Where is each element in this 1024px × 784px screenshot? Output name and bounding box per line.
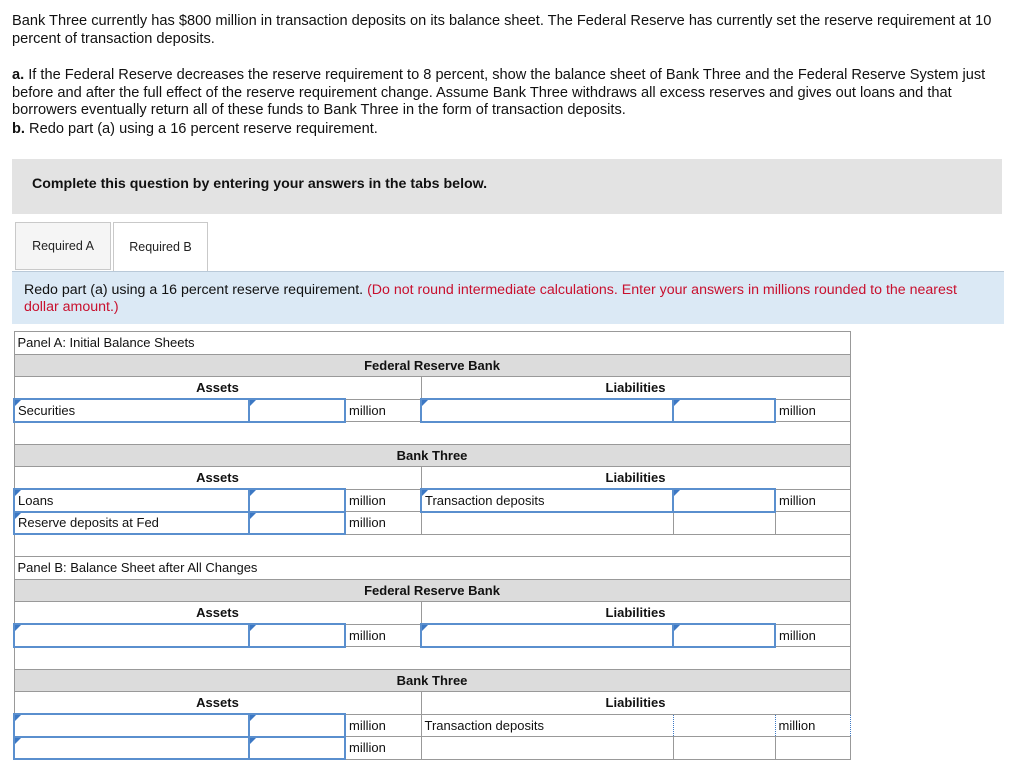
fed-after-liability-input[interactable] (673, 624, 775, 647)
unit-label: million (775, 714, 850, 737)
panel-a-title: Panel A: Initial Balance Sheets (14, 332, 850, 355)
fed-initial-row (14, 399, 850, 422)
panel-b-title-row (14, 557, 850, 580)
unit-label: million (775, 624, 850, 647)
panel-a-title-row (14, 332, 850, 355)
question-part-b: b. Redo part (a) using a 16 percent reserve requirement. (12, 121, 378, 137)
bank-after-row-2 (14, 737, 850, 760)
tab-required-a[interactable]: Required A (15, 222, 111, 270)
transaction-deposits-label: Transaction deposits (421, 714, 673, 737)
unit-label: million (775, 489, 850, 512)
bank-initial-loans-row (14, 489, 850, 512)
panel-b-title: Panel B: Balance Sheet after All Changes (14, 557, 850, 580)
balance-sheet-table (13, 331, 851, 760)
fed-after-asset-label-input[interactable] (14, 624, 249, 647)
bank-after-deposits-input[interactable] (673, 714, 775, 737)
liabilities-header: Liabilities (421, 602, 850, 625)
fed-after-asset-input[interactable] (249, 624, 345, 647)
fed-b-title-row (14, 579, 850, 602)
reserve-deposits-label: Reserve deposits at Fed (14, 512, 249, 535)
bank-b-header-row (14, 692, 850, 715)
bank-title: Bank Three (14, 444, 850, 467)
fed-initial-liability-input[interactable] (673, 399, 775, 422)
unit-label: million (345, 489, 421, 512)
transaction-deposits-label: Transaction deposits (421, 489, 673, 512)
securities-label: Securities (14, 399, 249, 422)
fed-header-row (14, 377, 850, 400)
fed-title-row (14, 354, 850, 377)
tab-required-b[interactable]: Required B (113, 222, 208, 272)
bank-after-row-1 (14, 714, 850, 737)
bank-title-row (14, 444, 850, 467)
unit-label: million (345, 737, 421, 760)
assets-header: Assets (14, 602, 421, 625)
bank-after-asset2-input[interactable] (249, 737, 345, 760)
unit-label: million (345, 512, 421, 535)
bank-initial-loans-input[interactable] (249, 489, 345, 512)
question-part-a: a. If the Federal Reserve decreases the reserve requirement to 8 percent, show the balance sheet of Bank Three and the Federal Reserve System just before and after the full effect of the reserve requirement change. Assume Bank Three withdraws all excess reserves and gives out loans and that borrowers eventually return all of these funds to Bank Three in the form of transaction deposits. (12, 67, 986, 119)
fed-initial-liability-label-input[interactable] (421, 399, 673, 422)
question-intro: Bank Three currently has $800 million in transaction deposits on its balance sheet. The Federal Reserve has currently set the reserve requirement at 10 percent of transaction deposits. (12, 13, 992, 47)
unit-label: million (345, 714, 421, 737)
fed-title: Federal Reserve Bank (14, 354, 850, 377)
bank-initial-deposits-input[interactable] (673, 489, 775, 512)
fed-after-row (14, 624, 850, 647)
bank-initial-reserves-input[interactable] (249, 512, 345, 535)
unit-label: million (775, 399, 850, 422)
bank-initial-reserves-row (14, 512, 850, 535)
fed-after-liability-label-input[interactable] (421, 624, 673, 647)
bank-header-row (14, 467, 850, 490)
part-instructions: Redo part (a) using a 16 percent reserve requirement. (Do not round intermediate calculations. Enter your answers in millions rounded to the nearest dollar amount.) (12, 271, 1004, 324)
liabilities-header: Liabilities (421, 692, 850, 715)
liabilities-header: Liabilities (421, 377, 850, 400)
fed-initial-securities-input[interactable] (249, 399, 345, 422)
bank-after-asset2-label-input[interactable] (14, 737, 249, 760)
bank-title: Bank Three (14, 669, 850, 692)
bank-after-asset1-label-input[interactable] (14, 714, 249, 737)
liabilities-header: Liabilities (421, 467, 850, 490)
unit-label: million (345, 399, 421, 422)
assets-header: Assets (14, 692, 421, 715)
instructions-banner: Complete this question by entering your answers in the tabs below. (12, 159, 1002, 214)
bank-after-asset1-input[interactable] (249, 714, 345, 737)
assets-header: Assets (14, 377, 421, 400)
assets-header: Assets (14, 467, 421, 490)
fed-title: Federal Reserve Bank (14, 579, 850, 602)
unit-label: million (345, 624, 421, 647)
bank-b-title-row (14, 669, 850, 692)
loans-label: Loans (14, 489, 249, 512)
fed-b-header-row (14, 602, 850, 625)
